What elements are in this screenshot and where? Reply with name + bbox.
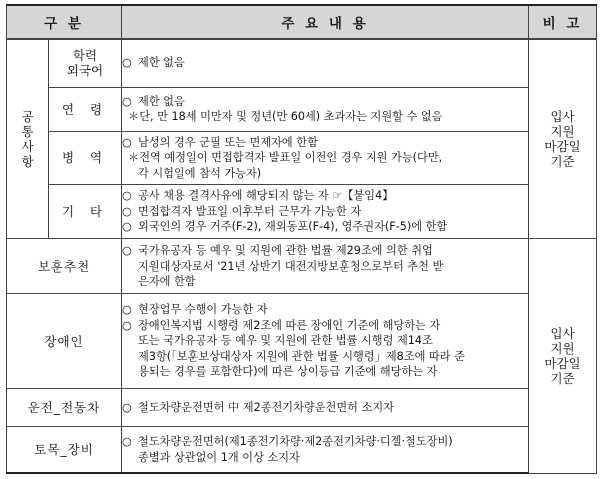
bullet: ○	[122, 189, 132, 203]
content-text: 종별과 상관없이 1개 이상 소지자	[138, 450, 300, 464]
header-note: 비 고	[529, 5, 597, 39]
label-other: 기 타	[49, 184, 122, 239]
content-text: 은자에 한함	[138, 275, 196, 289]
bullet: ○	[122, 220, 132, 234]
row-other	[7, 184, 597, 239]
content-text: 제한 없음	[138, 56, 185, 70]
bullet: ○	[122, 435, 132, 449]
content-civil	[122, 427, 529, 473]
row-age	[7, 87, 597, 131]
content-text: 철도차량운전면허 中 제2종전기차량운전면허 소지자	[138, 400, 394, 414]
content-text: 남성의 경우 군필 또는 면제자에 한함	[138, 135, 318, 149]
bullet: ○	[122, 318, 132, 332]
content-note: ＊전역 예정일이 면접합격자 발표일 이전인 경우 지원 가능(다만,	[128, 151, 443, 165]
bullet: ○	[122, 244, 132, 258]
content-text: 외국인의 경우 거주(F-2), 재외동포(F-4), 영주권자(F-5)에 한함	[138, 220, 448, 234]
header-content: 주 요 내 용	[122, 5, 529, 39]
label-age: 연 령	[49, 87, 122, 131]
group-char: 항	[21, 154, 34, 170]
row-civil	[7, 427, 597, 473]
content-text: 또는 국가유공자 등 예우 및 지원에 관한 법률 시행령 제14조	[138, 334, 433, 348]
label-veterans: 보훈추천	[7, 239, 122, 294]
content-text: 제3항(「보훈보상대상자 지원에 관한 법률 시행령」제8조에 따라 준	[138, 349, 465, 363]
note-common	[529, 39, 597, 239]
group-char: 공	[21, 109, 34, 125]
content-driving	[122, 389, 529, 427]
row-driving	[7, 389, 597, 427]
content-text: 국가유공자 등 예우 및 지원에 관한 법률 제29조에 의한 취업	[138, 244, 433, 258]
note-line: 마감일	[544, 139, 581, 155]
requirements-table	[6, 4, 597, 474]
note-line: 지원	[550, 124, 575, 140]
note-line: 입사	[550, 109, 575, 125]
row-veterans	[7, 239, 597, 294]
content-military	[122, 131, 529, 184]
row-military	[7, 131, 597, 184]
content-other	[122, 184, 529, 239]
content-text: 제한 없음	[138, 94, 185, 108]
note-line: 입사	[550, 325, 575, 341]
content-text: 철도차량운전면허(제1종전기차량·제2종전기차량·디젤·철도장비)	[138, 435, 453, 449]
note-special	[529, 239, 597, 473]
label-driving: 운전_전동차	[7, 389, 122, 427]
label-civil: 토목_장비	[7, 427, 122, 473]
note-line: 기준	[550, 370, 575, 386]
label-education	[49, 39, 122, 87]
group-char: 사	[21, 139, 34, 155]
content-disabled	[122, 294, 529, 389]
note-line: 지원	[550, 340, 575, 356]
label-line: 학력	[72, 48, 98, 64]
header-row	[7, 5, 597, 39]
content-text: 용되는 경우를 포함한다)에 따른 상이등급 기준에 해당하는 자	[138, 365, 438, 379]
label-line: 외국어	[66, 63, 104, 79]
note-line: 기준	[550, 154, 575, 170]
bullet: ○	[122, 135, 132, 149]
group-char: 통	[21, 124, 34, 140]
content-veterans	[122, 239, 529, 294]
row-education	[7, 39, 597, 87]
row-disabled	[7, 294, 597, 389]
content-text: 지원대상자로서 '21년 상반기 대전지방보훈청으로부터 추천 받	[138, 259, 444, 273]
content-text: 장애인복지법 시행령 제2조에 따른 장애인 기준에 해당하는 자	[138, 318, 441, 332]
content-text: 현장업무 수행이 가능한 자	[138, 303, 268, 317]
bullet: ○	[122, 56, 132, 70]
header-category: 구 분	[7, 5, 122, 39]
content-note: ＊단, 만 18세 미만자 및 정년(만 60세) 초과자는 지원할 수 없음	[128, 110, 443, 124]
bullet: ○	[122, 400, 132, 414]
content-text: 공사 채용 결격사유에 해당되지 않는 자 ☞【붙임4】	[138, 189, 394, 203]
label-disabled: 장애인	[7, 294, 122, 389]
bullet: ○	[122, 94, 132, 108]
note-line: 마감일	[544, 355, 581, 371]
content-text: 면접합격자 발표일 이후부터 근무가 가능한 자	[138, 204, 362, 218]
content-note: 각 시험일에 참석 가능자)	[138, 166, 262, 180]
bullet: ○	[122, 303, 132, 317]
content-age	[122, 87, 529, 131]
content-education	[122, 39, 529, 87]
bullet: ○	[122, 204, 132, 218]
group-common-label	[7, 39, 49, 239]
label-military: 병 역	[49, 131, 122, 184]
